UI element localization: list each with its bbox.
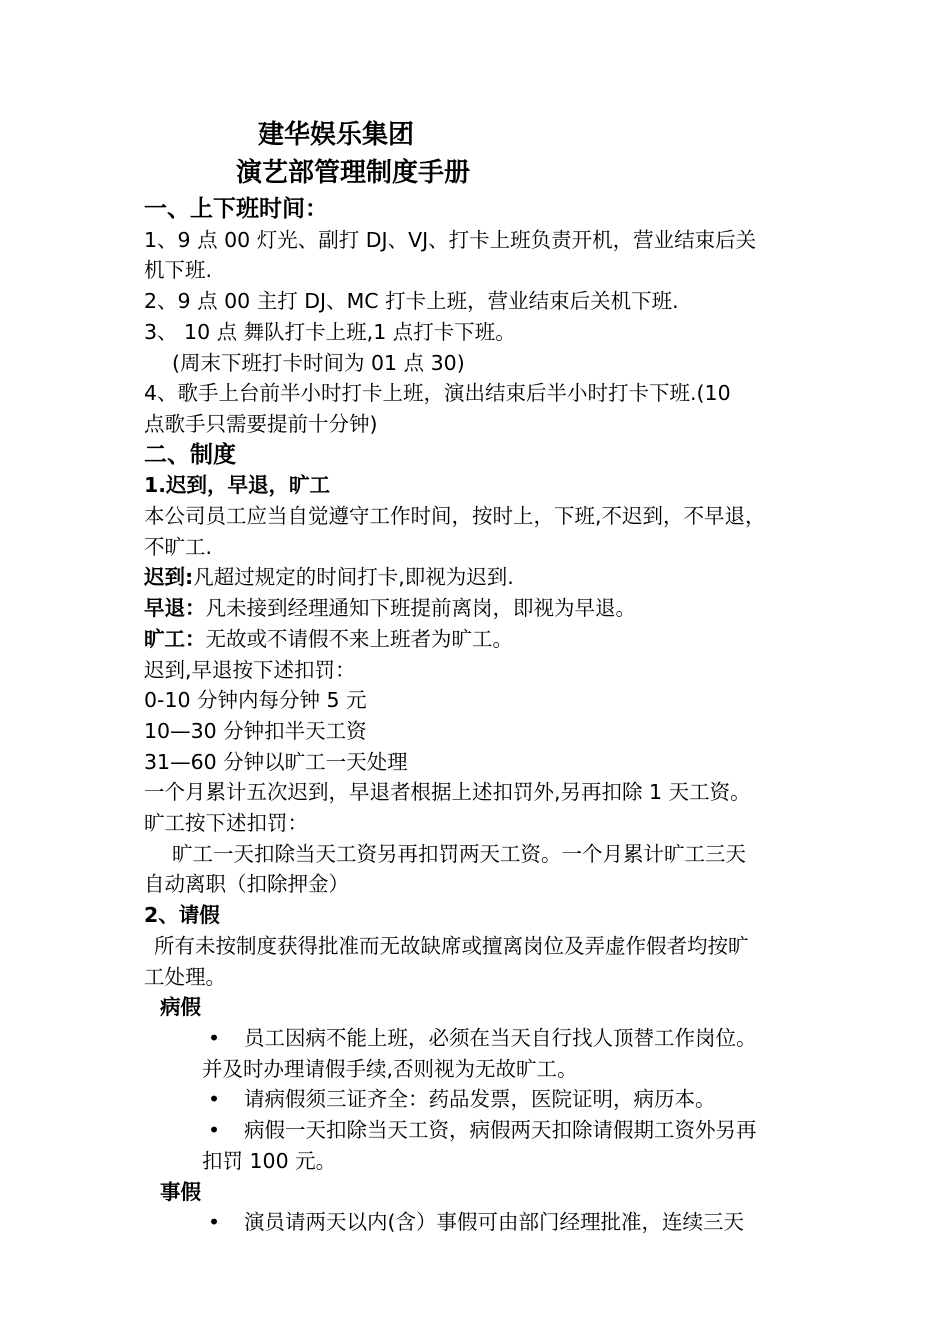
term-text: 无故或不请假不来上班者为旷工。 [205,626,513,651]
definition-early [144,593,824,624]
paragraph: 1、9 点 00 灯光、副打 DJ、VJ、打卡上班负责开机，营业结束后关 [144,227,757,252]
bullet-icon: • [208,1118,221,1143]
term-label: 早退： [144,596,206,621]
paragraph: 点歌手只需要提前十分钟) [144,411,378,436]
paragraph: 工处理。 [144,964,226,989]
paragraph: 所有未按制度获得批准而无故缺席或擅离岗位及弄虚作假者均按旷 [154,933,749,958]
bullet-icon: • [208,1087,221,1112]
paragraph: 旷工按下述扣罚： [144,811,308,836]
subheading-personal-leave: 事假 [160,1179,201,1204]
paragraph: 迟到,早退按下述扣罚： [144,657,356,682]
document-body [144,194,824,1238]
term-text: 凡未接到经理通知下班提前离岗，即视为早退。 [205,596,636,621]
paragraph: 机下班. [144,258,213,283]
company-title: 建华娱乐集团 [258,120,415,150]
subsection-heading-leave: 2、请假 [144,903,220,928]
list-item: • 员工因病不能上班，必须在当天自行找人顶替工作岗位。 [144,1023,824,1054]
paragraph: 不旷工. [144,534,213,559]
paragraph: 一个月累计五次迟到，早退者根据上述扣罚外,另再扣除 1 天工资。 [144,780,751,805]
paragraph: 本公司员工应当自觉遵守工作时间，按时上，下班,不迟到，不早退， [144,504,766,529]
paragraph: 4、歌手上台前半小时打卡上班，演出结束后半小时打卡下班.(10 [144,381,731,406]
paragraph: 旷工一天扣除当天工资另再扣罚两天工资。一个月累计旷工三天 [172,841,746,866]
definition-late [144,562,824,593]
paragraph: 3、 10 点 舞队打卡上班,1 点打卡下班。 [144,319,516,344]
section-heading-rules: 二、制度 [144,441,236,468]
paragraph: 31—60 分钟以旷工一天处理 [144,749,408,774]
term-label: 迟到: [144,565,194,590]
paragraph: 2、9 点 00 主打 DJ、MC 打卡上班，营业结束后关机下班. [144,289,679,314]
subsection-heading-attendance: 1.迟到，早退，旷工 [144,473,331,498]
list-item-continuation: 并及时办理请假手续,否则视为无故旷工。 [202,1056,578,1081]
list-item: • 演员请两天以内(含）事假可由部门经理批准，连续三天 [144,1207,824,1238]
list-item: • 病假一天扣除当天工资，病假两天扣除请假期工资外另再 [144,1115,824,1146]
paragraph: 0-10 分钟内每分钟 5 元 [144,688,367,713]
definition-absent [144,624,824,655]
paragraph: 自动离职（扣除押金） [144,872,349,897]
bullet-icon: • [208,1025,221,1050]
subheading-sick-leave: 病假 [160,995,201,1020]
list-item: • 请病假须三证齐全：药品发票，医院证明，病历本。 [144,1084,824,1115]
bullet-icon: • [208,1210,221,1235]
term-text: 凡超过规定的时间打卡,即视为迟到. [193,565,514,590]
section-heading-work-hours: 一、上下班时间： [144,196,328,222]
document-title: 演艺部管理制度手册 [236,158,471,188]
paragraph-note: (周末下班打卡时间为 01 点 30) [172,350,465,375]
paragraph: 10—30 分钟扣半天工资 [144,718,367,743]
list-item-continuation: 扣罚 100 元。 [202,1148,337,1173]
term-label: 旷工： [144,626,206,651]
